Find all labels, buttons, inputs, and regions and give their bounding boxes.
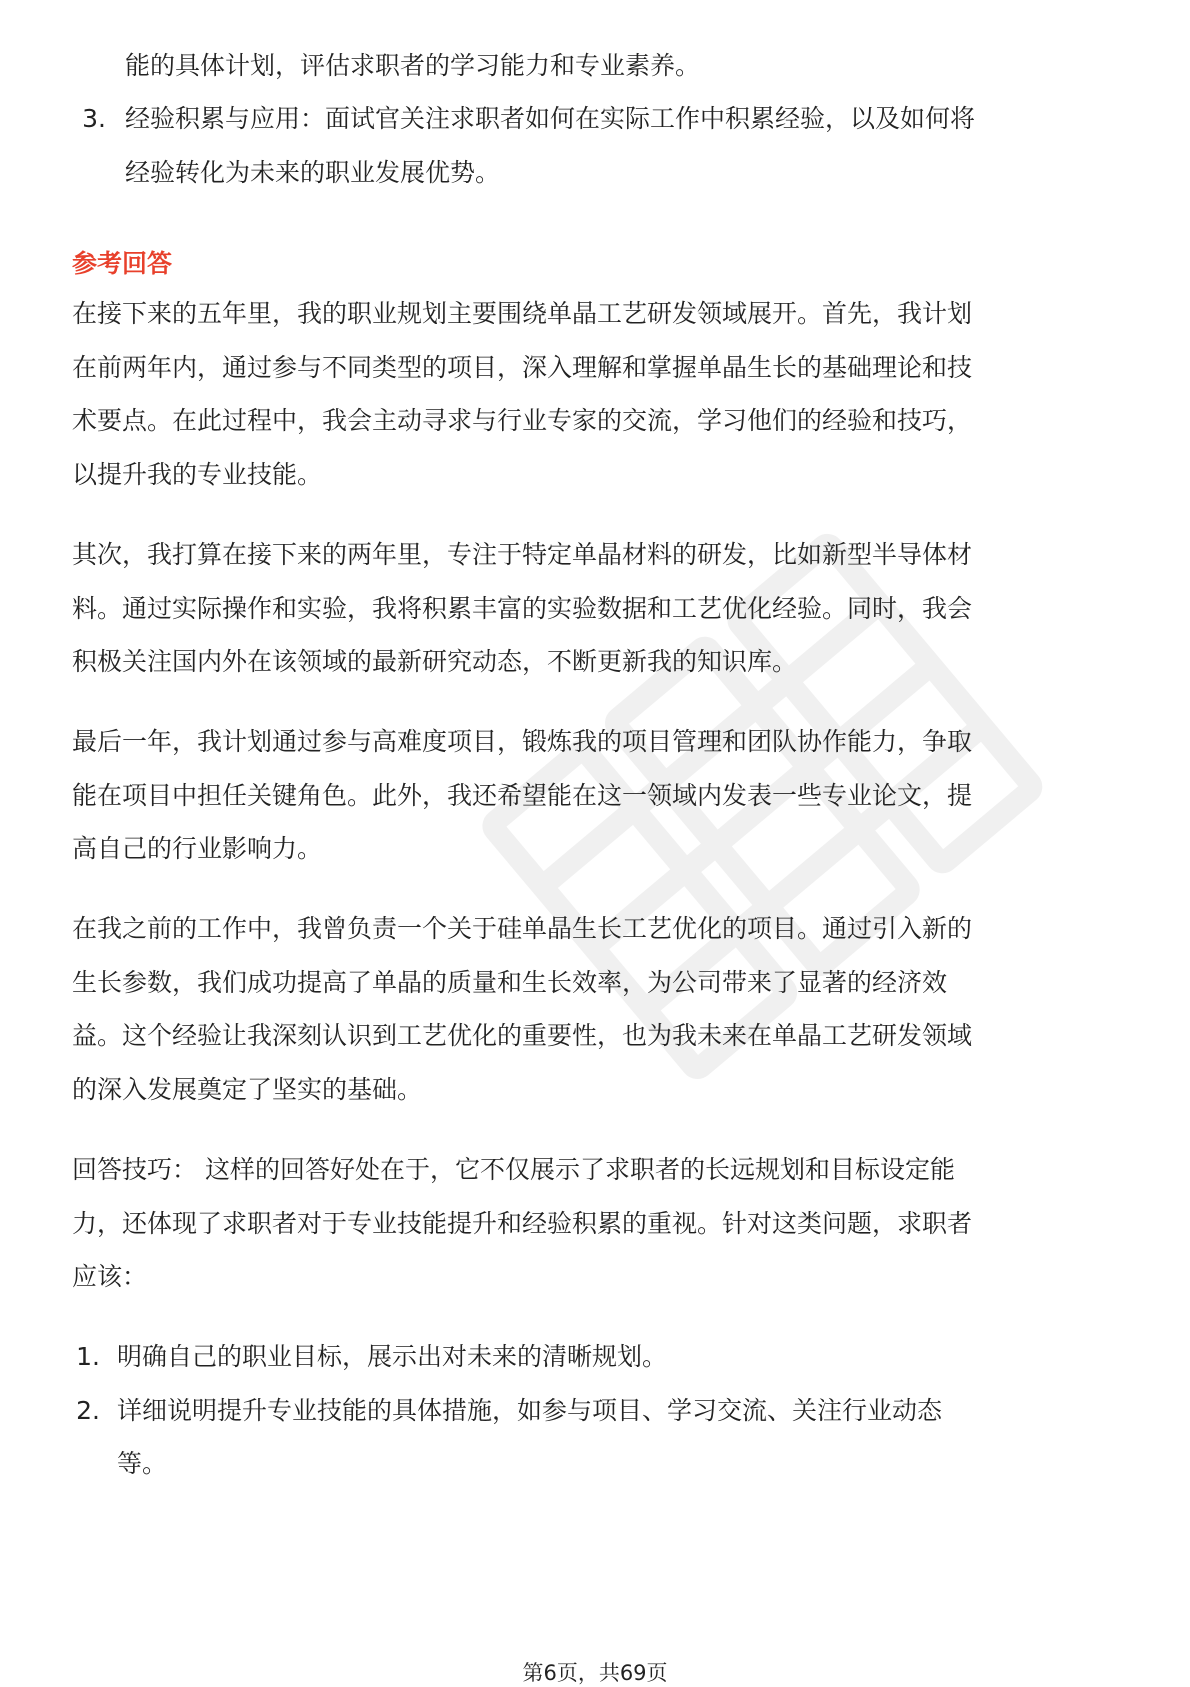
paragraph-line: 的深入发展奠定了坚实的基础。	[72, 1075, 423, 1104]
list-item-continuation: 能的具体计划，评估求职者的学习能力和专业素养。	[125, 51, 701, 80]
section-heading: 参考回答	[72, 249, 173, 278]
page-footer: 第6页，共69页	[522, 1661, 668, 1685]
list-number: 2.	[76, 1396, 100, 1425]
paragraph-line: 术要点。在此过程中，我会主动寻求与行业专家的交流，学习他们的经验和技巧，	[72, 406, 973, 435]
list-item-line: 明确自己的职业目标，展示出对未来的清晰规划。	[117, 1342, 668, 1371]
list-item-line: 详细说明提升专业技能的具体措施，如参与项目、学习交流、关注行业动态	[117, 1396, 943, 1425]
paragraph-line: 其次，我打算在接下来的两年里，专注于特定单晶材料的研发，比如新型半导体材	[72, 540, 973, 569]
paragraph-line: 力，还体现了求职者对于专业技能提升和经验积累的重视。针对这类问题，求职者	[72, 1209, 973, 1238]
paragraph-line: 在接下来的五年里，我的职业规划主要围绕单晶工艺研发领域展开。首先，我计划	[72, 299, 973, 328]
paragraph-line: 能在项目中担任关键角色。此外，我还希望能在这一领域内发表一些专业论文，提	[72, 781, 973, 810]
paragraph-line: 积极关注国内外在该领域的最新研究动态，不断更新我的知识库。	[72, 647, 798, 676]
paragraph-line: 以提升我的专业技能。	[72, 460, 323, 489]
list-item-line: 经验转化为未来的职业发展优势。	[125, 158, 501, 187]
list-item-line: 等。	[117, 1449, 168, 1478]
list-item-line: 经验积累与应用：面试官关注求职者如何在实际工作中积累经验，以及如何将	[125, 104, 976, 133]
paragraph-line: 料。通过实际操作和实验，我将积累丰富的实验数据和工艺优化经验。同时，我会	[72, 594, 973, 623]
paragraph-line: 回答技巧： 这样的回答好处在于，它不仅展示了求职者的长远规划和目标设定能	[72, 1155, 955, 1184]
paragraph-line: 在前两年内，通过参与不同类型的项目，深入理解和掌握单晶生长的基础理论和技	[72, 353, 973, 382]
paragraph-line: 在我之前的工作中，我曾负责一个关于硅单晶生长工艺优化的项目。通过引入新的	[72, 914, 973, 943]
list-number: 3.	[82, 104, 106, 133]
list-number: 1.	[76, 1342, 100, 1371]
paragraph-line: 高自己的行业影响力。	[72, 834, 323, 863]
paragraph-line: 最后一年，我计划通过参与高难度项目，锻炼我的项目管理和团队协作能力，争取	[72, 727, 973, 756]
paragraph-line: 应该：	[72, 1262, 148, 1291]
paragraph-line: 生长参数，我们成功提高了单晶的质量和生长效率，为公司带来了显著的经济效	[72, 968, 948, 997]
paragraph-line: 益。这个经验让我深刻认识到工艺优化的重要性，也为我未来在单晶工艺研发领域	[72, 1021, 973, 1050]
